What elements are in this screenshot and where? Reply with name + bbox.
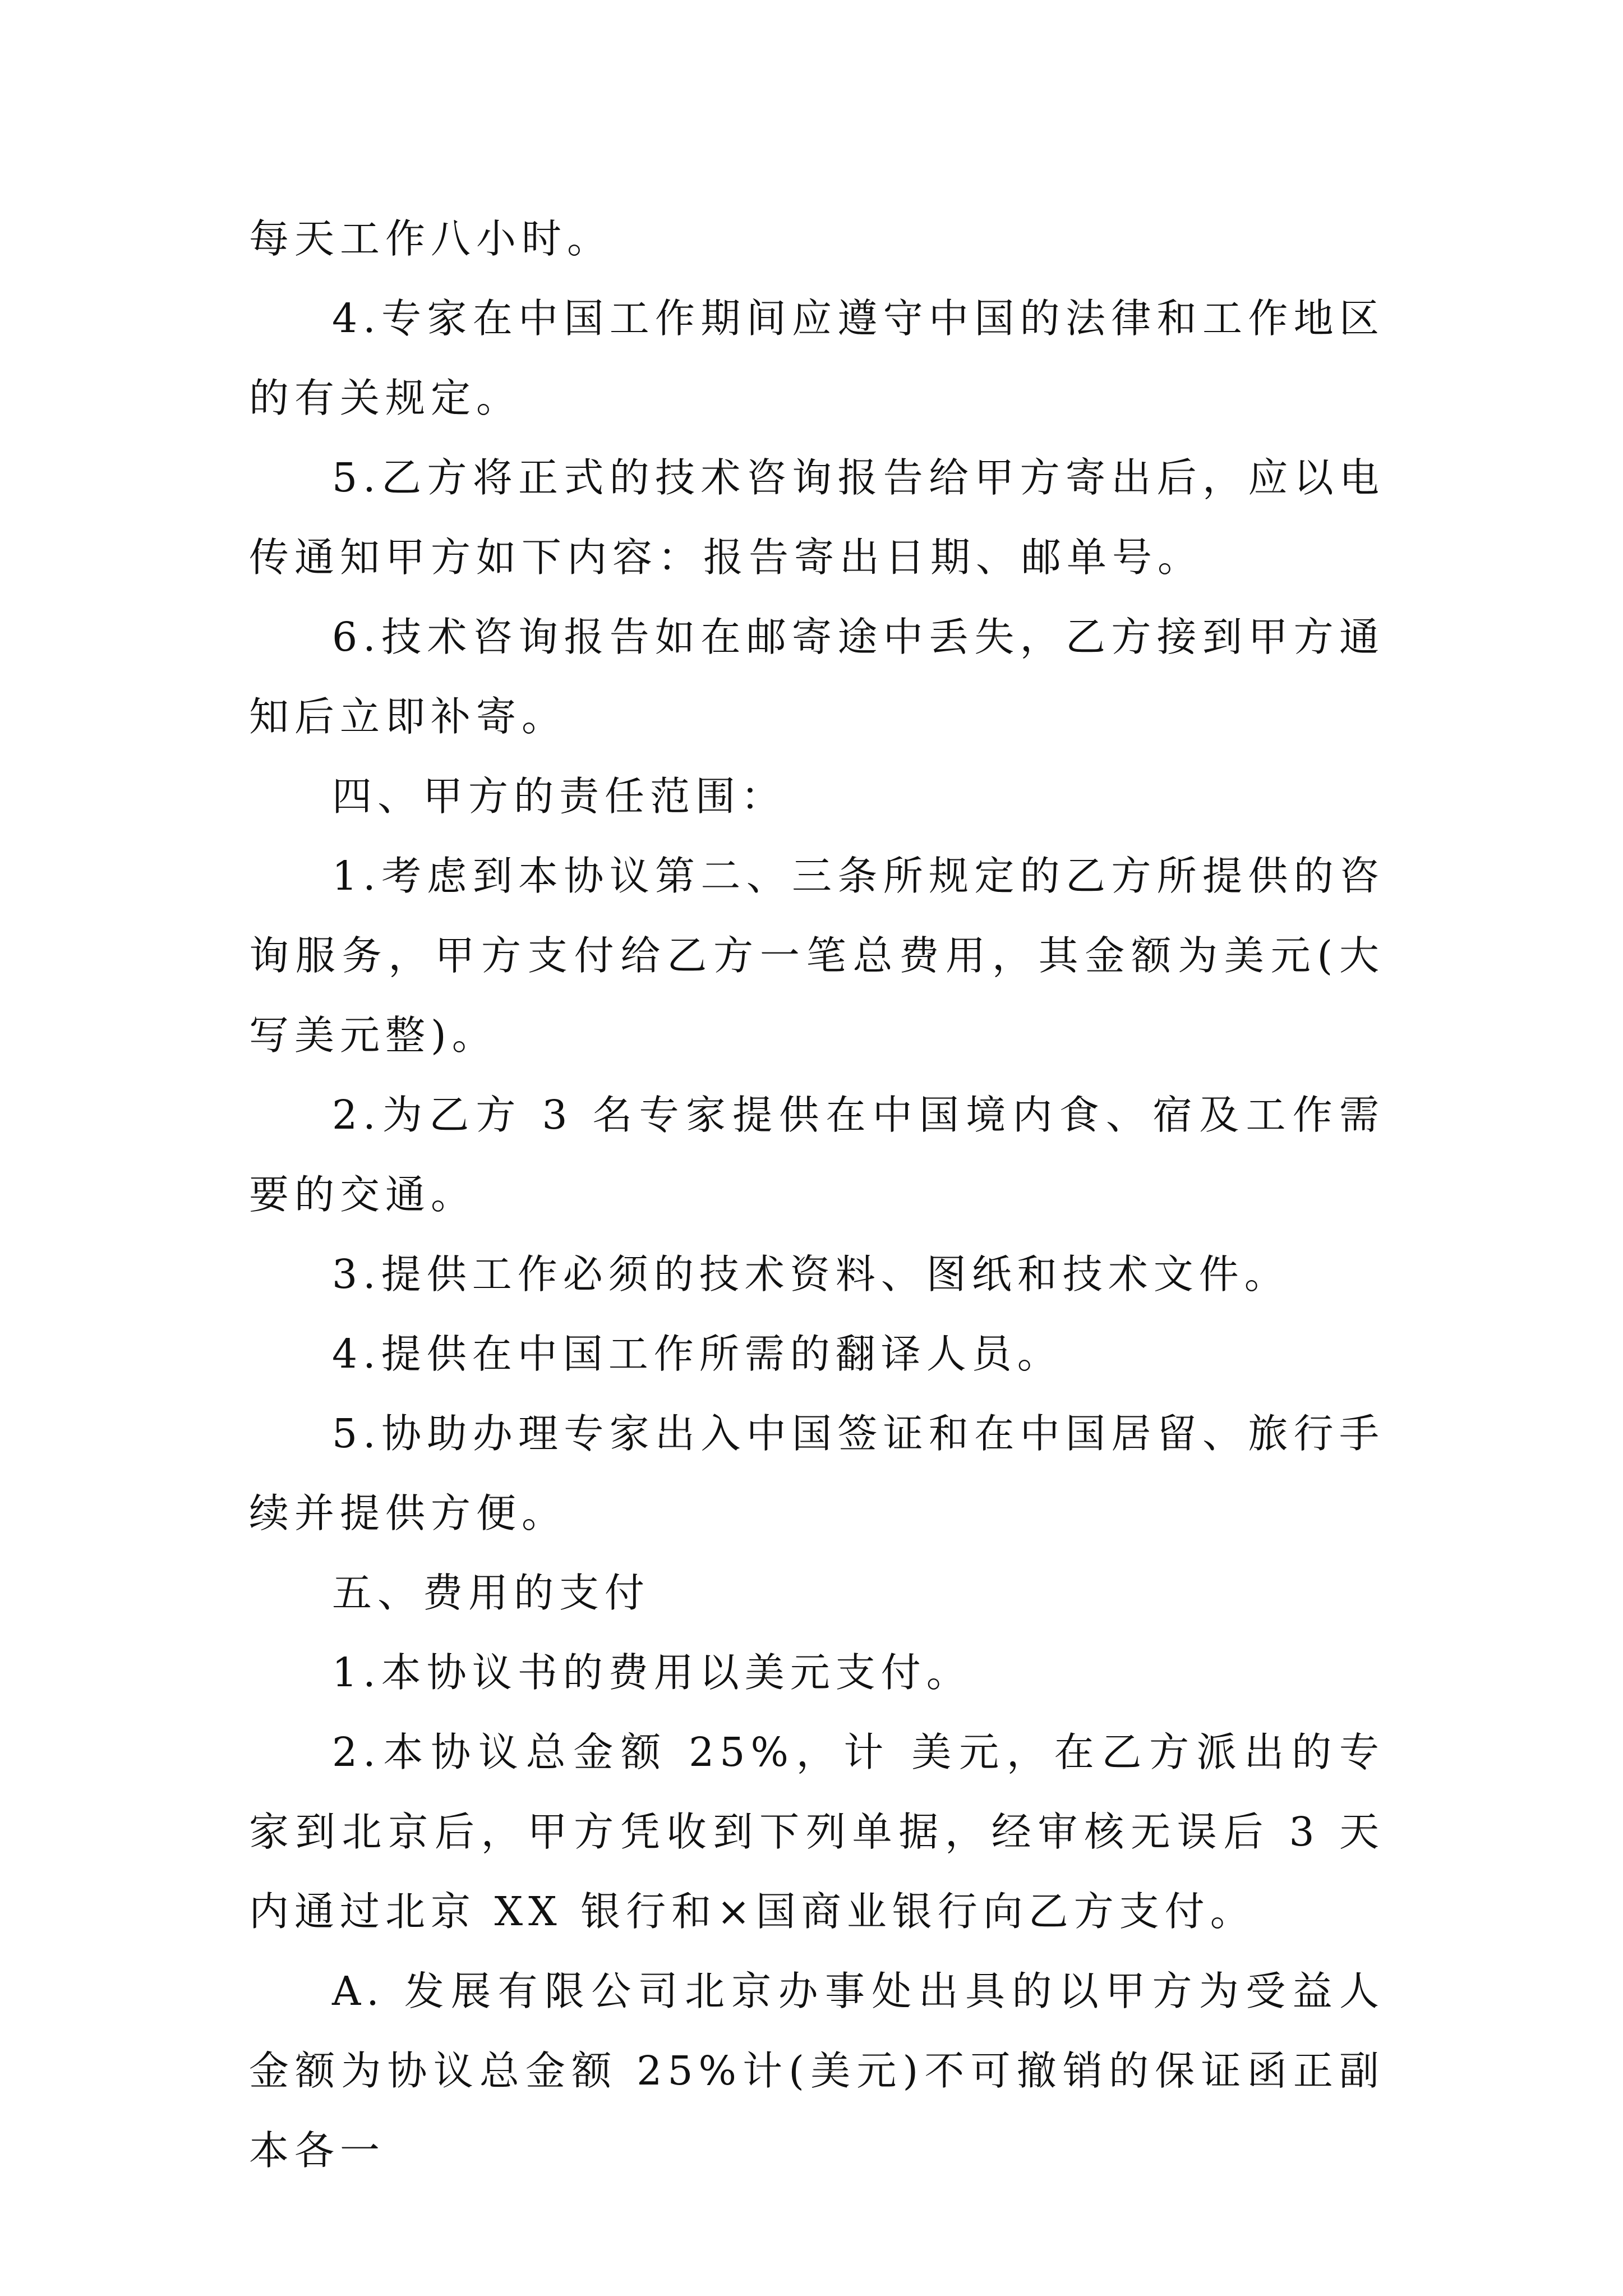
paragraph-1: 每天工作八小时。 xyxy=(249,215,613,262)
document-body xyxy=(249,199,1385,2191)
paragraph-2: 4.专家在中国工作期间应遵守中国的法律和工作地区的有关规定。 xyxy=(249,295,1385,421)
paragraph-10: 1.本协议书的费用以美元支付。 xyxy=(332,1649,972,1696)
paragraph-3: 5.乙方将正式的技术咨询报告给甲方寄出后，应以电传通知甲方如下内容：报告寄出日期、邮单号。 xyxy=(249,454,1385,581)
paragraph-8: 4.提供在中国工作所需的翻译人员。 xyxy=(332,1331,1063,1377)
section-heading-4: 四、甲方的责任范围： xyxy=(332,773,787,820)
paragraph-11: 2.本协议总金额 25%，计 美元，在乙方派出的专家到北京后，甲方凭收到下列单据，经审核无误后 3 天内通过北京 XX 银行和×国商业银行向乙方支付。 xyxy=(249,1729,1385,1935)
paragraph-5: 1.考虑到本协议第二、三条所规定的乙方所提供的咨询服务，甲方支付给乙方一笔总费用，其金额为美元(大写美元整)。 xyxy=(249,853,1385,1059)
paragraph-4: 6.技术咨询报告如在邮寄途中丢失，乙方接到甲方通知后立即补寄。 xyxy=(249,614,1385,740)
paragraph-6: 2.为乙方 3 名专家提供在中国境内食、宿及工作需要的交通。 xyxy=(249,1092,1385,1218)
section-heading-5: 五、费用的支付 xyxy=(332,1570,651,1616)
paragraph-9: 5.协助办理专家出入中国签证和在中国居留、旅行手续并提供方便。 xyxy=(249,1410,1385,1536)
paragraph-12: A. 发展有限公司北京办事处出具的以甲方为受益人金额为协议总金额 25%计(美元)不可撤销的保证函正副本各一 xyxy=(249,1968,1385,2174)
paragraph-7: 3.提供工作必须的技术资料、图纸和技术文件。 xyxy=(332,1251,1290,1297)
